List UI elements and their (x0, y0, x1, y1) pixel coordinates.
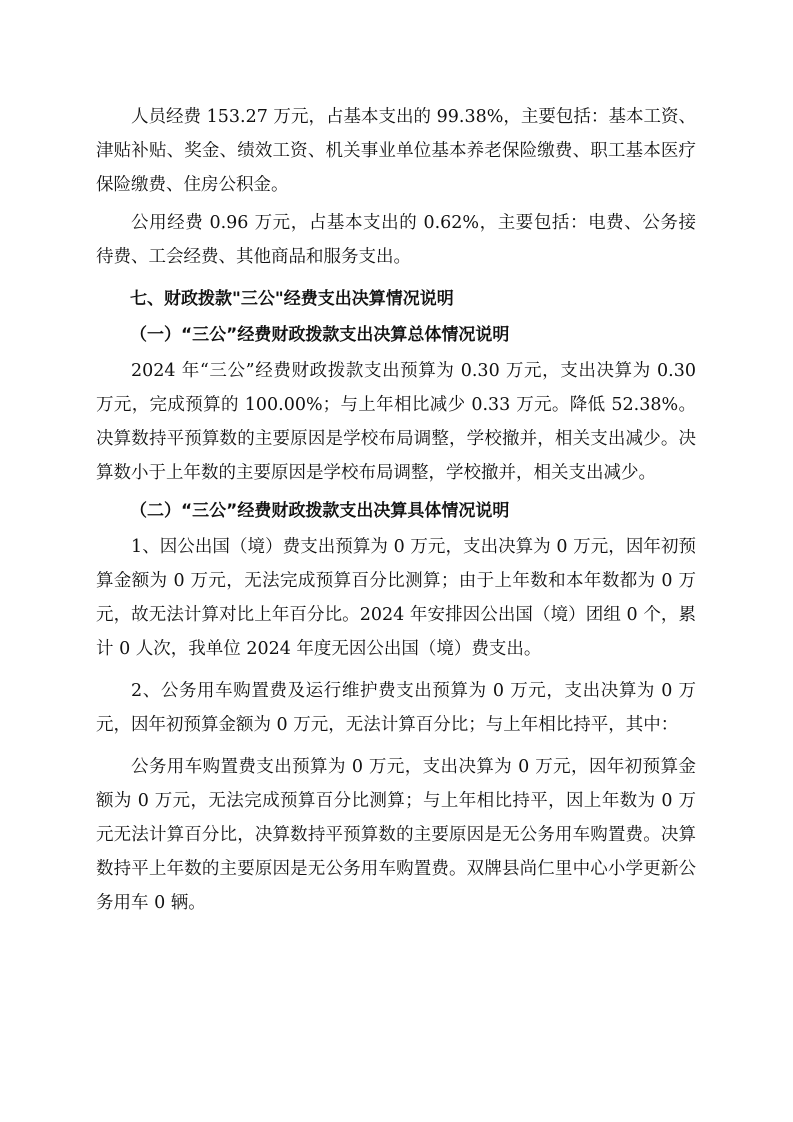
item-1-overseas-travel-text: 1、因公出国（境）费支出预算为 0 万元，支出决算为 0 万元，因年初预算金额为 0 万元，无法完成预算百分比测算；由于上年数和本年数都为 0 万元，故无法计算对比上年百分比。2024 年安排因公出国（境）团组 0 个，累计 0 人次，我单位 2024 年度无因公出国（境）费支出。 (96, 537, 696, 659)
item-2-official-vehicle-text: 2、公务用车购置费及运行维护费支出预算为 0 万元，支出决算为 0 万元，因年初预算金额为 0 万元，无法计算百分比；与上年相比持平，其中： (96, 681, 696, 735)
subsection-1-title: （一）“三公”经费财政拨款支出决算总体情况说明 (130, 325, 510, 345)
subsection-1-text: 2024 年“三公”经费财政拨款支出预算为 0.30 万元，支出决算为 0.30 万元，完成预算的 100.00%；与上年相比减少 0.33 万元。降低 52.38%。决算数持平预算数的主要原因是学校布局调整，学校撤并，相关支出减少。决算数小于上年数的主要原因是学校布局调整，学校撤并，相关支出减少。 (96, 361, 696, 483)
document-body (96, 100, 696, 924)
personnel-expense-paragraph: 人员经费 153.27 万元，占基本支出的 99.38%，主要包括：基本工资、津贴补贴、奖金、绩效工资、机关事业单位基本养老保险缴费、职工基本医疗保险缴费、住房公积金。 (96, 107, 696, 195)
subsection-2-title: （二）“三公”经费财政拨款支出决算具体情况说明 (130, 501, 510, 521)
public-expense-paragraph: 公用经费 0.96 万元，占基本支出的 0.62%，主要包括：电费、公务接待费、工会经费、其他商品和服务支出。 (96, 213, 696, 267)
section-title-three-public: 七、财政拨款"三公"经费支出决算情况说明 (130, 289, 454, 309)
item-2-1-vehicle-purchase-text: 公务用车购置费支出预算为 0 万元，支出决算为 0 万元，因年初预算金额为 0 万元，无法完成预算百分比测算；与上年相比持平，因上年数为 0 万元无法计算百分比，决算数持平预算数的主要原因是无公务用车购置费。决算数持平上年数的主要原因是无公务用车购置费。双牌县尚仁里中心小学更新公务用车 0 辆。 (96, 757, 696, 913)
